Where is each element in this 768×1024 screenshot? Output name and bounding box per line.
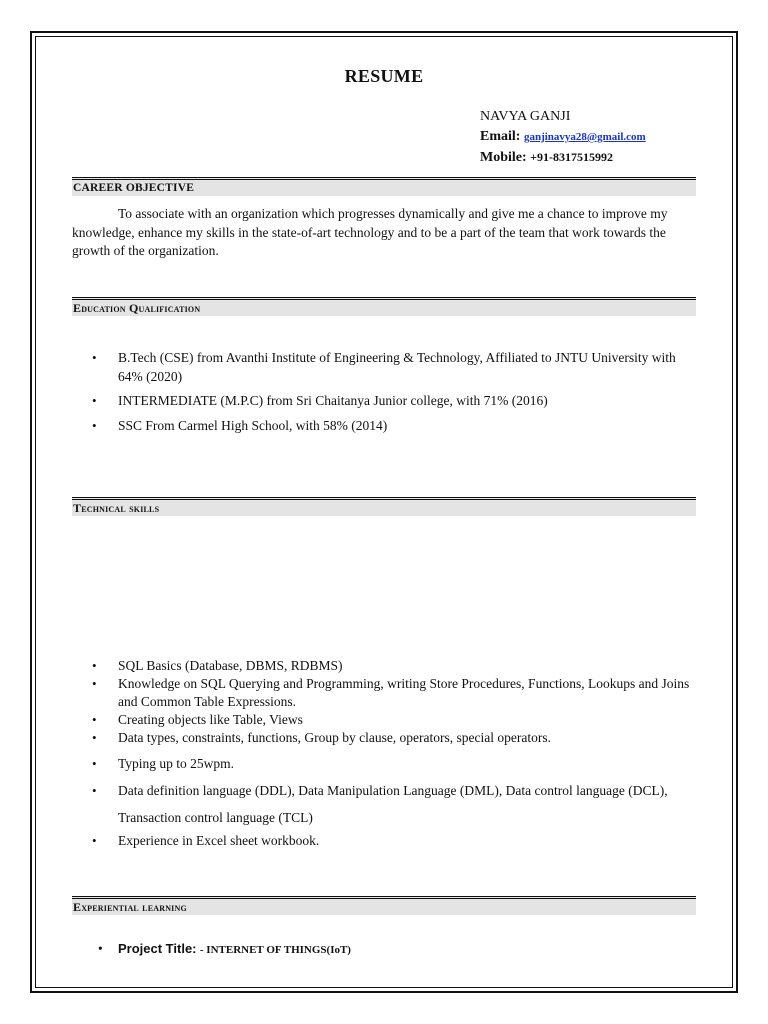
career-objective-text: To associate with an organization which progresses dynamically and give me a chance to improve my knowledge, enhance my skills in the state-of-art technology and to be a part of the team that work towards the growth of the organization. [72,206,668,258]
mobile-label: Mobile: [480,150,527,165]
bullet-icon: • [92,393,97,408]
list-item: • SSC From Carmel High School, with 58% (2014) [72,417,696,436]
mobile-row [480,147,646,168]
bullet-icon: • [92,712,97,727]
contact-block [480,107,646,168]
list-item: • Data definition language (DDL), Data Manipulation Language (DML), Data control language (DCL), Transaction control language (TCL) [72,777,696,831]
education-section [72,297,696,316]
bullet-icon: • [92,350,97,365]
project-title-value: - INTERNET OF THINGS(IoT) [199,944,351,956]
experiential-learning-heading: Experiential learning [72,896,696,915]
education-list [72,349,696,435]
list-item: • Knowledge on SQL Querying and Programming, writing Store Procedures, Functions, Lookups and Joins and Common Table Expressions. [92,676,690,709]
bullet-icon: • [98,941,103,956]
email-label: Email: [480,129,521,144]
technical-skills-heading: Technical skills [72,497,696,516]
bullet-icon: • [92,783,97,798]
bullet-icon: • [92,676,97,691]
bullet-icon: • [92,833,97,848]
candidate-name: NAVYA GANJI [480,109,571,124]
list-item: • Data types, constraints, functions, Group by clause, operators, special operators. [92,730,552,745]
experiential-learning-section [72,896,696,915]
list-item: • Typing up to 25wpm. [92,756,235,771]
resume-title: RESUME [344,66,424,86]
email-row [480,127,646,147]
project-title-row [98,941,351,957]
bullet-icon: • [92,756,97,771]
bullet-icon: • [92,730,97,745]
email-link[interactable]: ganjinavya28@gmail.com [523,131,646,143]
list-item: • Experience in Excel sheet workbook. [92,833,320,848]
list-item: • INTERMEDIATE (M.P.C) from Sri Chaitanya Junior college, with 71% (2016) [72,392,696,411]
list-item: • Creating objects like Table, Views [92,712,303,727]
technical-skills-section [72,497,696,516]
career-objective-heading: CAREER OBJECTIVE [72,177,696,196]
project-title-label: Project Title: [118,941,197,956]
career-objective-section [72,177,696,196]
list-item: • SQL Basics (Database, DBMS, RDBMS) [92,658,343,673]
bullet-icon: • [92,658,97,673]
education-heading: Education Qualification [72,297,696,316]
technical-skills-list [72,657,696,850]
list-item: • B.Tech (CSE) from Avanthi Institute of Engineering & Technology, Affiliated to JNTU University with 64% (2020) [92,350,676,384]
bullet-icon: • [92,417,97,433]
mobile-number: +91-8317515992 [530,150,613,164]
